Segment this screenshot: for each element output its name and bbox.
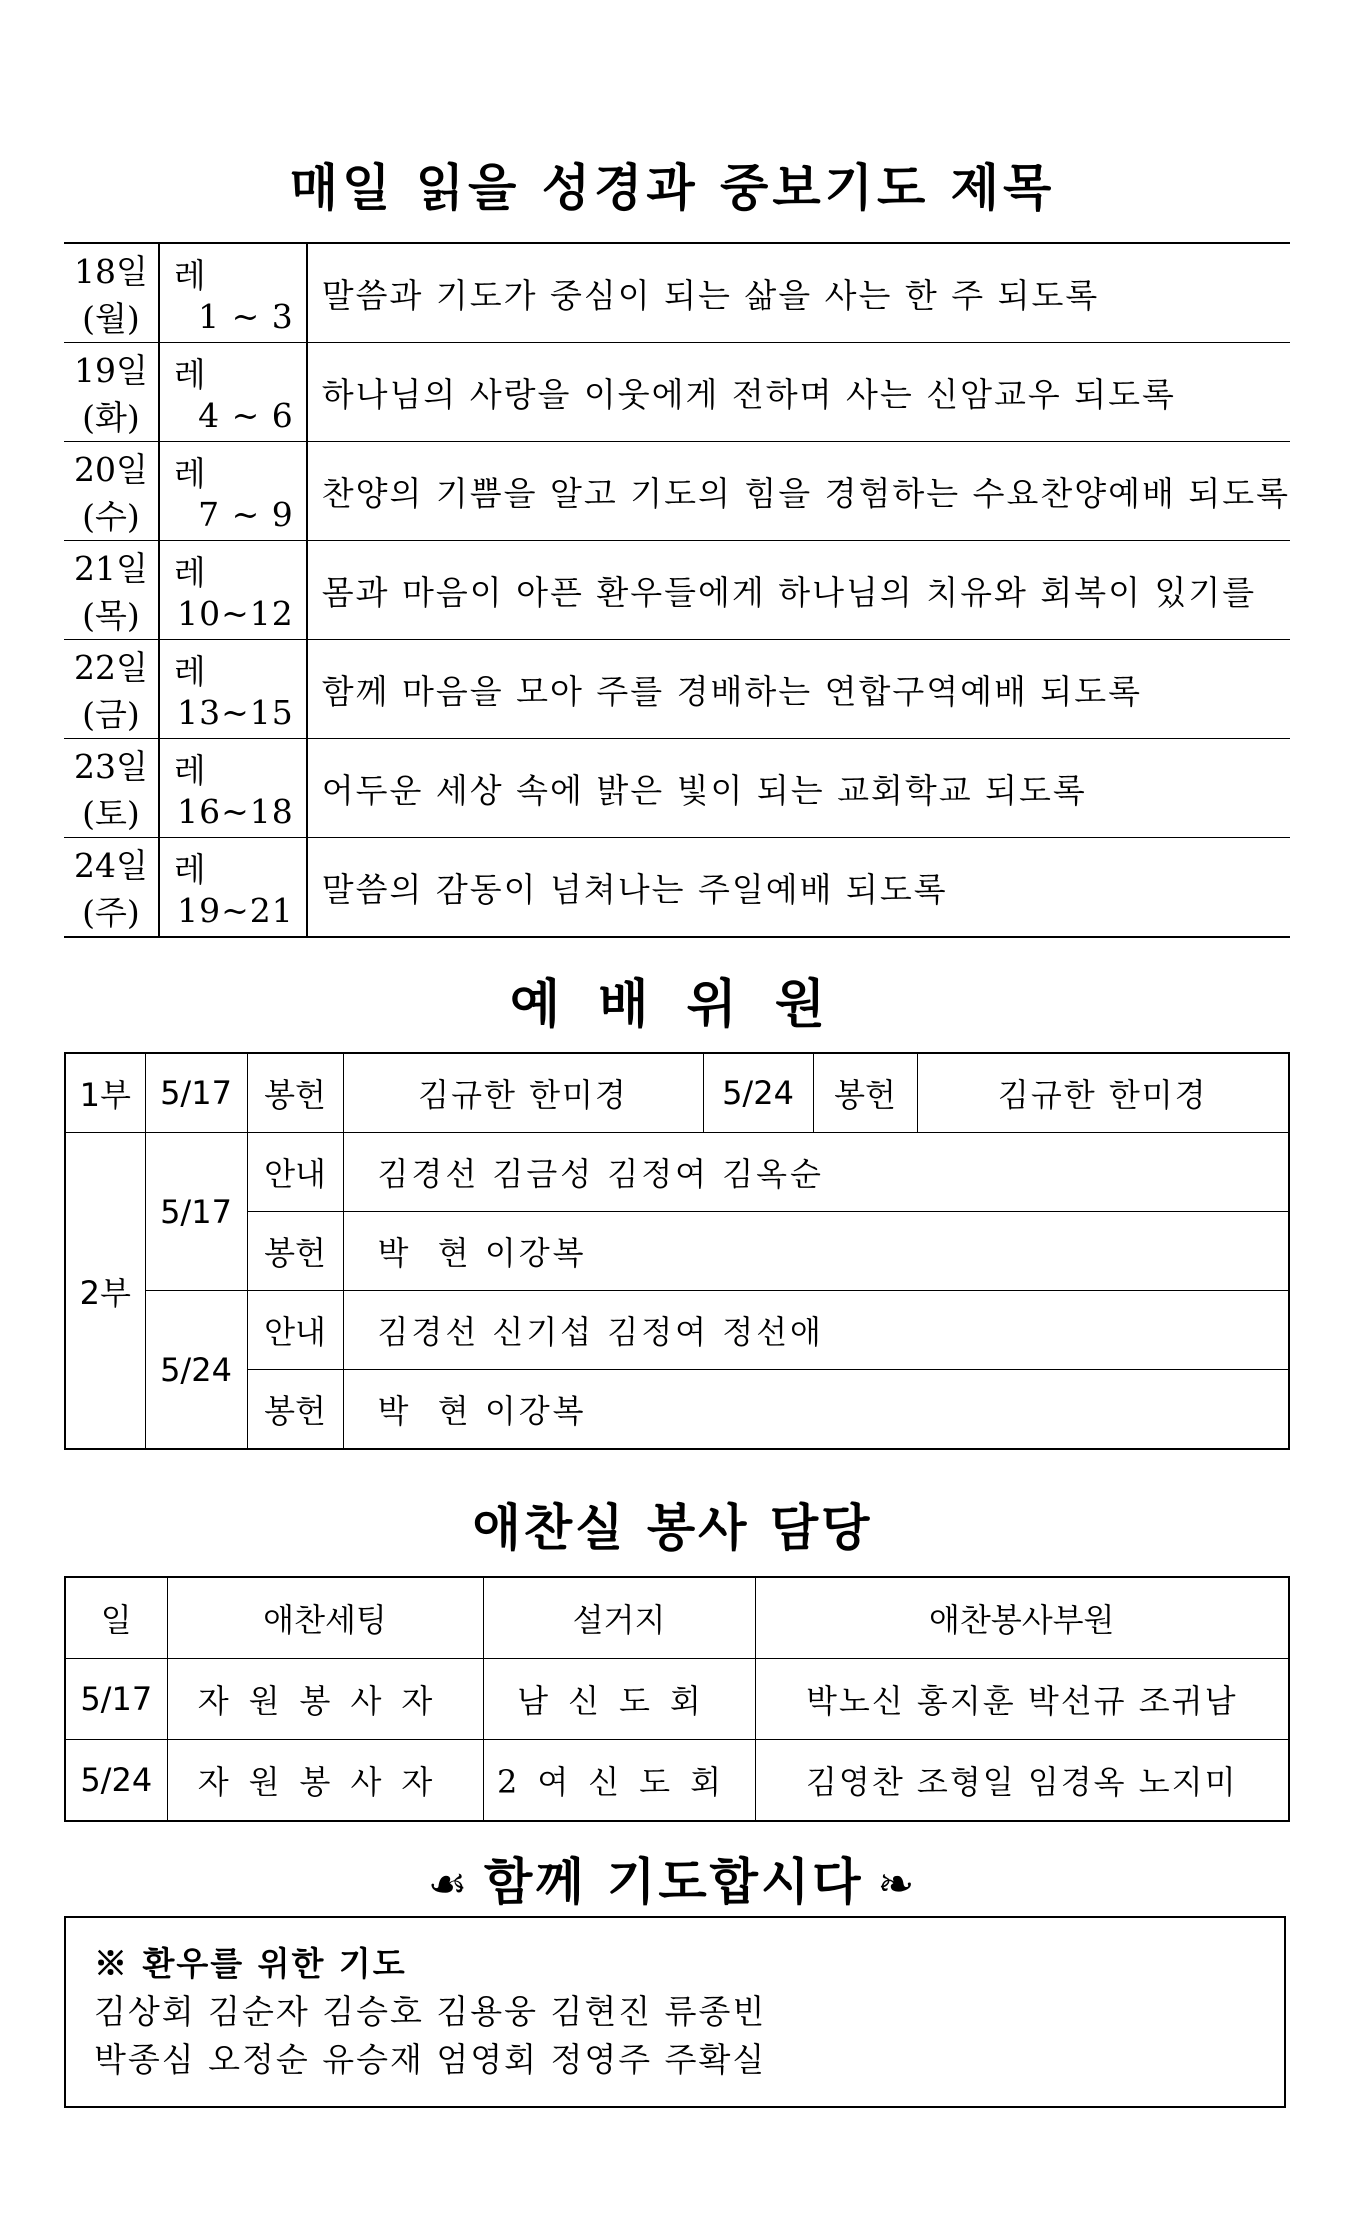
- service2-row-3: [65, 1291, 1289, 1370]
- service2-guide-names-2: 김경선 신기섭 김정여 정선애: [343, 1291, 1289, 1370]
- chapel-date: 5/24: [65, 1740, 167, 1822]
- prayer-names-line-2: 박종심 오정순 유승재 엄영회 정영주 주확실: [94, 2040, 767, 2079]
- reading-chapters: 16~18: [177, 792, 294, 831]
- prayer-box: [64, 1916, 1286, 2108]
- service1-date-b: 5/24: [703, 1053, 813, 1133]
- reading-reference: [159, 343, 307, 442]
- reading-topic: 몸과 마음이 아픈 환우들에게 하나님의 치유와 회복이 있기를: [307, 541, 1290, 640]
- reading-chapters: 13~15: [177, 693, 294, 732]
- reading-chapters: 19~21: [177, 891, 294, 930]
- reading-row: [64, 442, 1290, 541]
- service1-names-b: 김규한 한미경: [917, 1053, 1289, 1133]
- reading-day: 20일(수): [64, 442, 159, 541]
- chapel-header-dishes: 설거지: [483, 1577, 755, 1659]
- prayer-names-line-1: 김상회 김순자 김승호 김용웅 김현진 류종빈: [94, 1992, 767, 2031]
- service2-row-2: [65, 1212, 1289, 1291]
- reading-topic: 찬양의 기쁨을 알고 기도의 힘을 경험하는 수요찬양예배 되도록: [307, 442, 1290, 541]
- readings-title: 매일 읽을 성경과 중보기도 제목: [289, 159, 1056, 217]
- service2-offer-role-1: 봉헌: [247, 1212, 343, 1291]
- service2-offer-names-1: 박 현 이강복: [343, 1212, 1289, 1291]
- reading-book: 레: [173, 256, 206, 295]
- service1-date-a: 5/17: [145, 1053, 247, 1133]
- service2-row-4: [65, 1370, 1289, 1450]
- chapel-header-members: 애찬봉사부원: [755, 1577, 1289, 1659]
- chapel-date: 5/17: [65, 1659, 167, 1740]
- chapel-header-setting: 애찬세팅: [167, 1577, 483, 1659]
- service2-guide-names-1: 김경선 김금성 김정여 김옥순: [343, 1133, 1289, 1212]
- reading-topic: 어두운 세상 속에 밝은 빛이 되는 교회학교 되도록: [307, 739, 1290, 838]
- reading-row: [64, 243, 1290, 343]
- service2-date-1: 5/17: [145, 1133, 247, 1291]
- reading-book: 레: [173, 355, 206, 394]
- reading-day: 21일(목): [64, 541, 159, 640]
- daily-readings-table: [64, 242, 1290, 938]
- reading-topic: 말씀의 감동이 넘쳐나는 주일예배 되도록: [321, 869, 948, 909]
- reading-book: 레: [173, 553, 206, 592]
- reading-row: [64, 640, 1290, 739]
- reading-reference: [159, 541, 307, 640]
- reading-chapters: 1 ~ 3: [198, 297, 294, 336]
- chapel-dishes: 2여신도회: [483, 1740, 755, 1822]
- reading-chapters: 7 ~ 9: [198, 495, 294, 534]
- chapel-setting: 자원봉사자: [167, 1659, 483, 1740]
- chapel-row: [65, 1740, 1289, 1822]
- service2-label: 2부: [65, 1133, 145, 1450]
- reading-row: [64, 838, 1290, 938]
- reading-chapters: 4 ~ 6: [198, 396, 294, 435]
- service1-role-a: 봉헌: [247, 1053, 343, 1133]
- chapel-row: [65, 1659, 1289, 1740]
- reading-book: 레: [173, 751, 206, 790]
- chapel-setting: 자원봉사자: [167, 1740, 483, 1822]
- reading-day: 23일(토): [64, 739, 159, 838]
- reading-reference: [159, 640, 307, 739]
- reading-reference: [159, 243, 307, 343]
- reading-reference: [159, 442, 307, 541]
- prayer-heading: ※ 환우를 위한 기도: [94, 1944, 407, 1983]
- service1-role-b: 봉헌: [813, 1053, 917, 1133]
- reading-chapters: 10~12: [177, 594, 294, 633]
- reading-row: [64, 541, 1290, 640]
- service1-names-a: 김규한 한미경: [343, 1053, 703, 1133]
- reading-reference: [159, 838, 307, 938]
- service2-guide-role-2: 안내: [247, 1291, 343, 1370]
- reading-book: 레: [173, 652, 206, 691]
- committee-title: 예 배 위 원: [509, 975, 836, 1035]
- fleuron-right-icon: ❧: [877, 1859, 918, 1910]
- chapel-title: 애찬실 봉사 담당: [472, 1499, 873, 1557]
- reading-row: [64, 739, 1290, 838]
- reading-day: 19일(화): [64, 343, 159, 442]
- chapel-dishes: 남신도회: [483, 1659, 755, 1740]
- worship-committee-table: [64, 1052, 1290, 1450]
- reading-row: [64, 343, 1290, 442]
- chapel-members: 박노신 홍지훈 박선규 조귀남: [755, 1659, 1289, 1740]
- reading-book: 레: [173, 850, 206, 889]
- service2-date-2: 5/24: [145, 1291, 247, 1450]
- readings-body: [64, 243, 1290, 937]
- reading-day: 18일(월): [64, 243, 159, 343]
- service2-guide-role-1: 안내: [247, 1133, 343, 1212]
- chapel-service-table: [64, 1576, 1290, 1822]
- service2-row-1: [65, 1133, 1289, 1212]
- reading-topic: 함께 마음을 모아 주를 경배하는 연합구역예배 되도록: [307, 640, 1290, 739]
- chapel-header-row: [65, 1577, 1289, 1659]
- service2-offer-role-2: 봉헌: [247, 1370, 343, 1450]
- prayer-title: [0, 1842, 1345, 1914]
- reading-reference: [159, 739, 307, 838]
- reading-topic: 하나님의 사랑을 이웃에게 전하며 사는 신암교우 되도록: [307, 343, 1290, 442]
- chapel-header-date: 일: [65, 1577, 167, 1659]
- reading-book: 레: [173, 454, 206, 493]
- reading-topic: 말씀과 기도가 중심이 되는 삶을 사는 한 주 되도록: [307, 243, 1290, 343]
- prayer-title-text: 함께 기도합시다: [484, 1853, 864, 1911]
- service1-row: [65, 1053, 1289, 1133]
- chapel-members: 김영찬 조형일 임경옥 노지미: [755, 1740, 1289, 1822]
- service1-label: 1부: [65, 1053, 145, 1133]
- reading-day: 22일(금): [64, 640, 159, 739]
- fleuron-left-icon: ☙: [427, 1859, 471, 1910]
- service2-offer-names-2: 박 현 이강복: [343, 1370, 1289, 1450]
- reading-day: 24일(주): [64, 838, 159, 938]
